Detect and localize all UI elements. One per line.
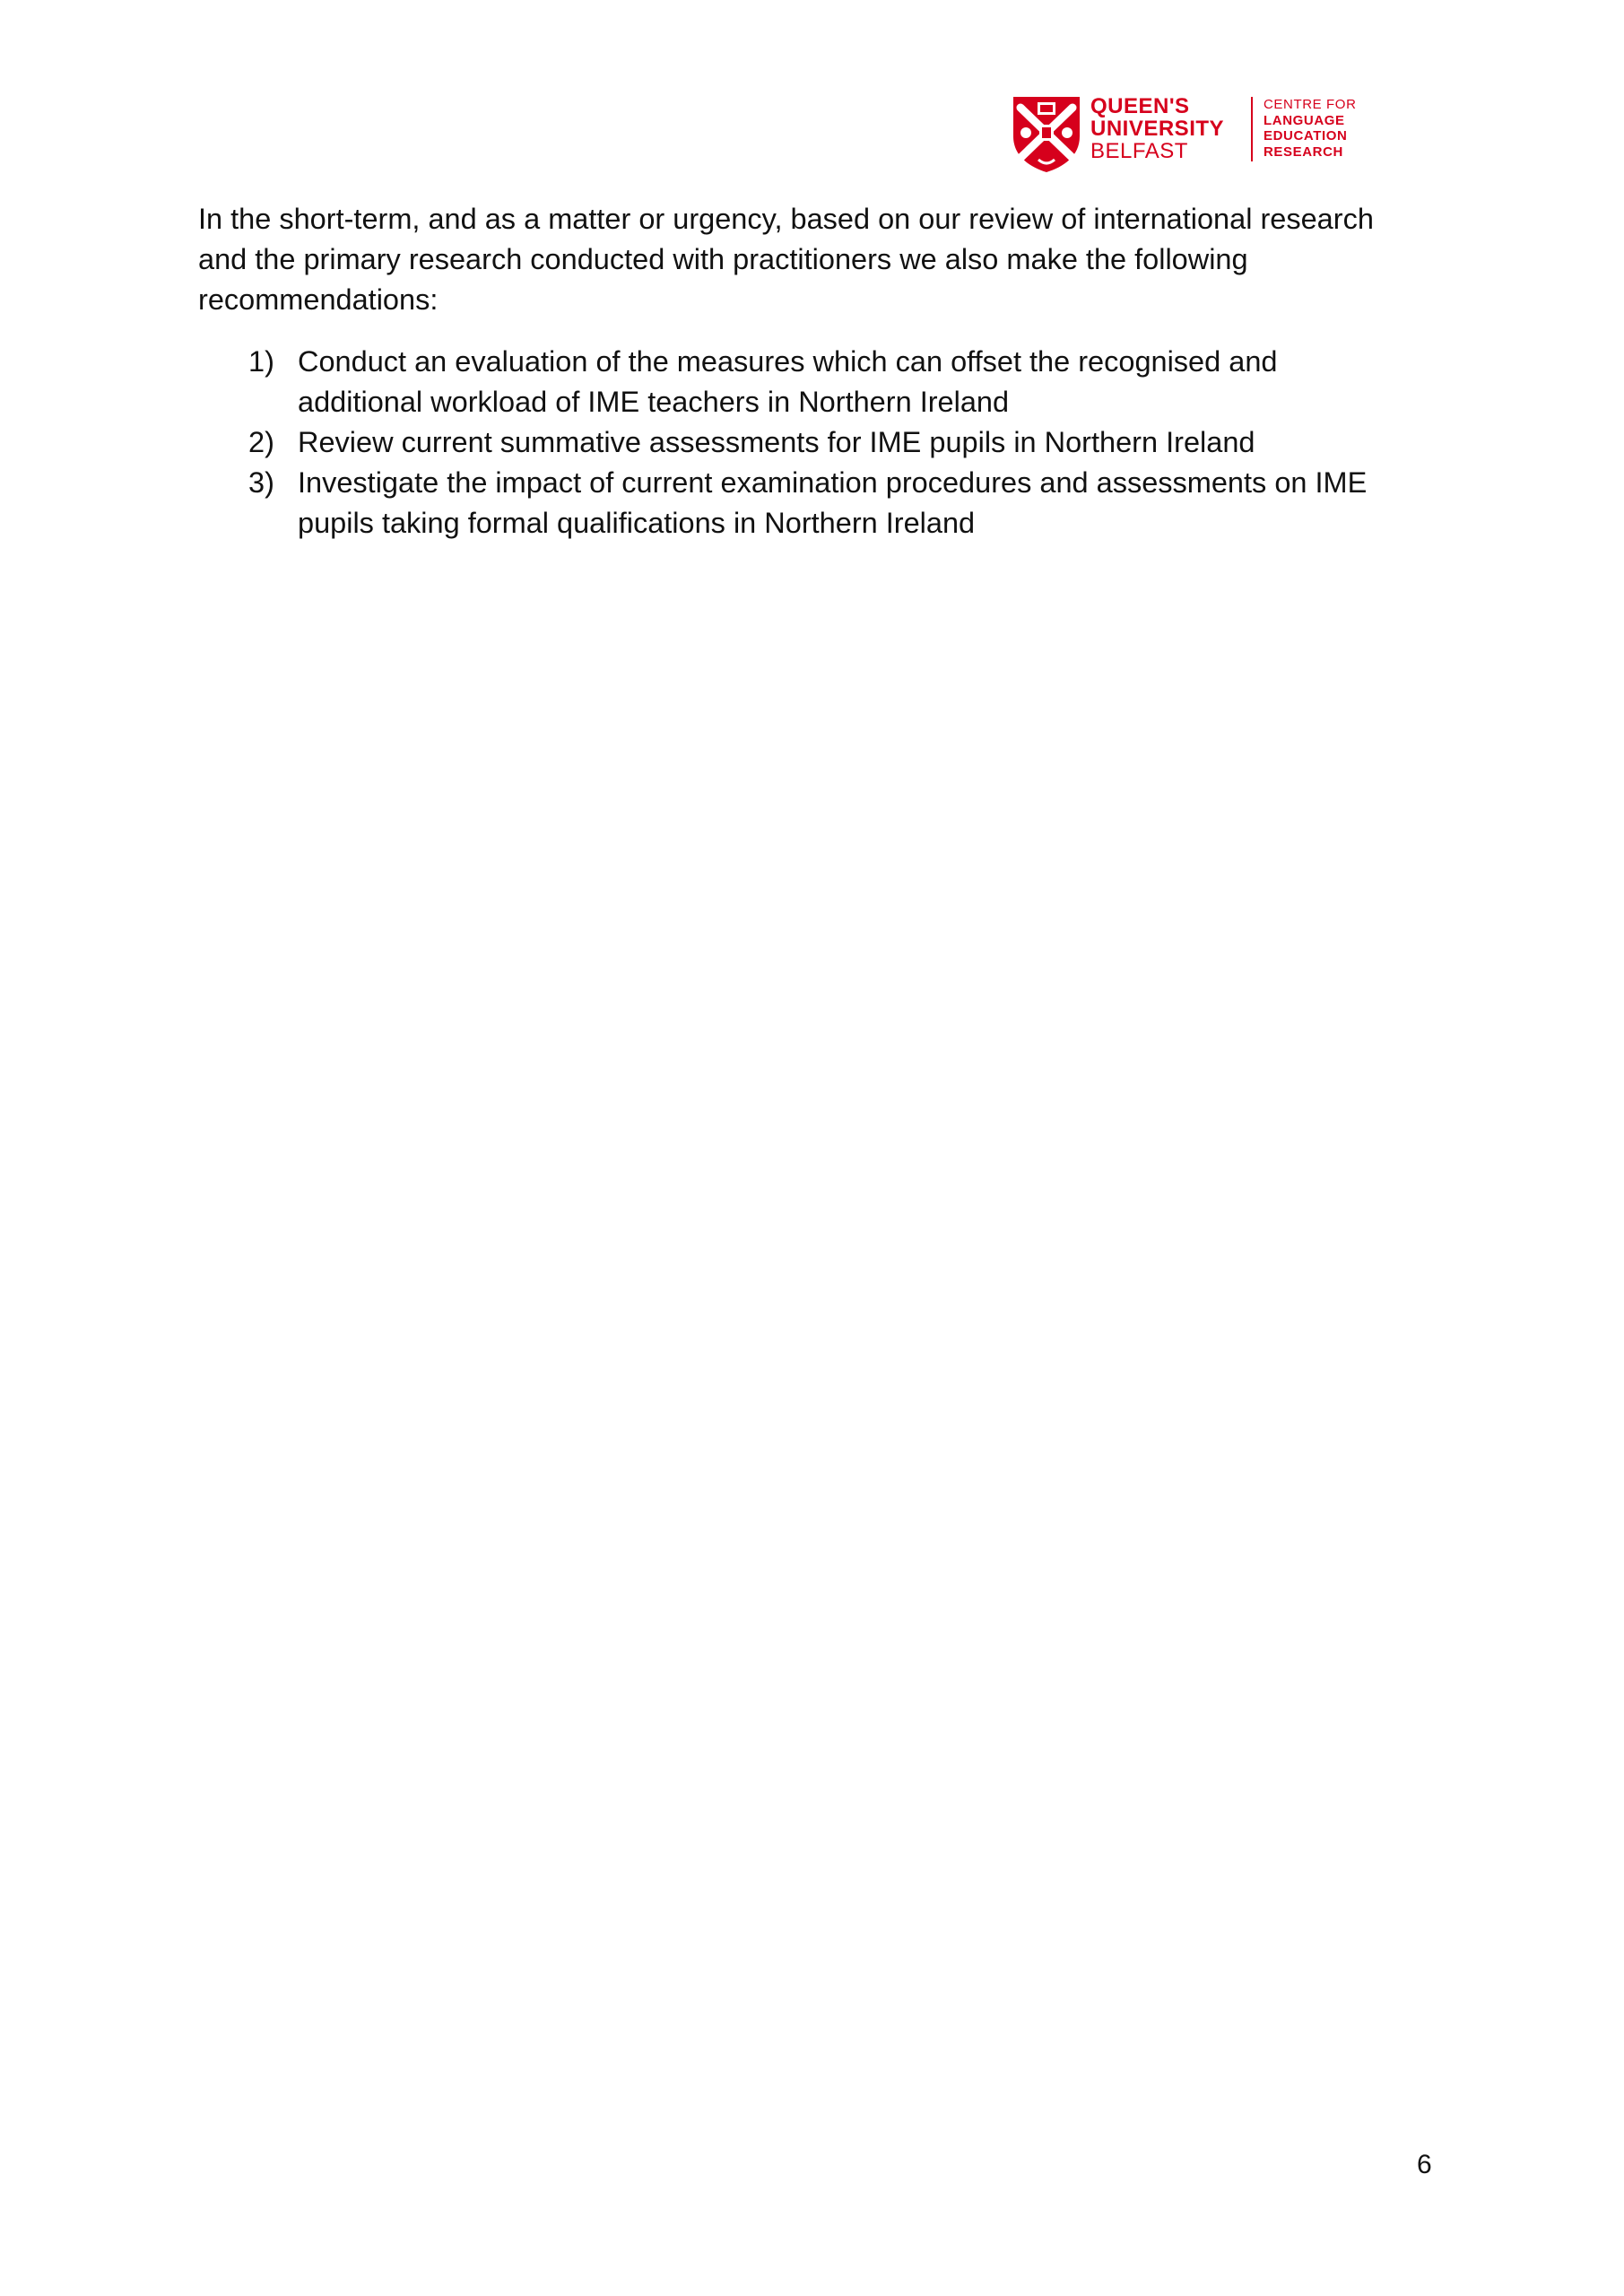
list-number: 1) <box>248 345 274 378</box>
recommendation-line: Review current summative assessments for IME pupils in Northern Ireland <box>298 426 1255 458</box>
list-number: 2) <box>248 426 274 458</box>
recommendation-text <box>298 342 1454 422</box>
university-crest-icon <box>1012 95 1081 174</box>
recommendations-list <box>198 342 1454 544</box>
centre-name-line-2: LANGUAGE <box>1264 112 1345 128</box>
page-number: 6 <box>1417 2150 1432 2179</box>
recommendation-item-1 <box>198 342 1454 422</box>
recommendation-text <box>298 463 1454 544</box>
university-name-line-3: BELFAST <box>1090 139 1188 163</box>
recommendation-line: pupils taking formal qualifications in Northern Ireland <box>298 507 976 539</box>
recommendation-line: additional workload of IME teachers in Northern Ireland <box>298 386 1010 418</box>
list-number: 3) <box>248 466 274 499</box>
intro-line: recommendations: <box>198 283 439 316</box>
recommendation-line: Conduct an evaluation of the measures which can offset the recognised and <box>298 345 1278 378</box>
recommendation-line: Investigate the impact of current examination procedures and assessments on IME <box>298 466 1368 499</box>
recommendation-text <box>298 422 1454 463</box>
document-body <box>198 199 1454 544</box>
header-logo <box>1012 93 1370 176</box>
centre-name-line-1: CENTRE FOR <box>1264 97 1357 112</box>
intro-line: In the short-term, and as a matter or urgency, based on our review of international research <box>198 203 1374 235</box>
recommendation-item-2 <box>198 422 1454 463</box>
university-name-line-1: QUEEN'S <box>1090 94 1190 118</box>
intro-line: and the primary research conducted with practitioners we also make the following <box>198 243 1248 275</box>
university-name <box>1090 95 1224 162</box>
recommendation-item-3 <box>198 463 1454 544</box>
logo-divider <box>1251 97 1253 161</box>
centre-name <box>1264 97 1357 160</box>
centre-name-line-4: RESEARCH <box>1264 144 1343 160</box>
centre-name-line-3: EDUCATION <box>1264 128 1348 144</box>
university-name-line-2: UNIVERSITY <box>1090 117 1225 141</box>
intro-paragraph <box>198 199 1454 320</box>
